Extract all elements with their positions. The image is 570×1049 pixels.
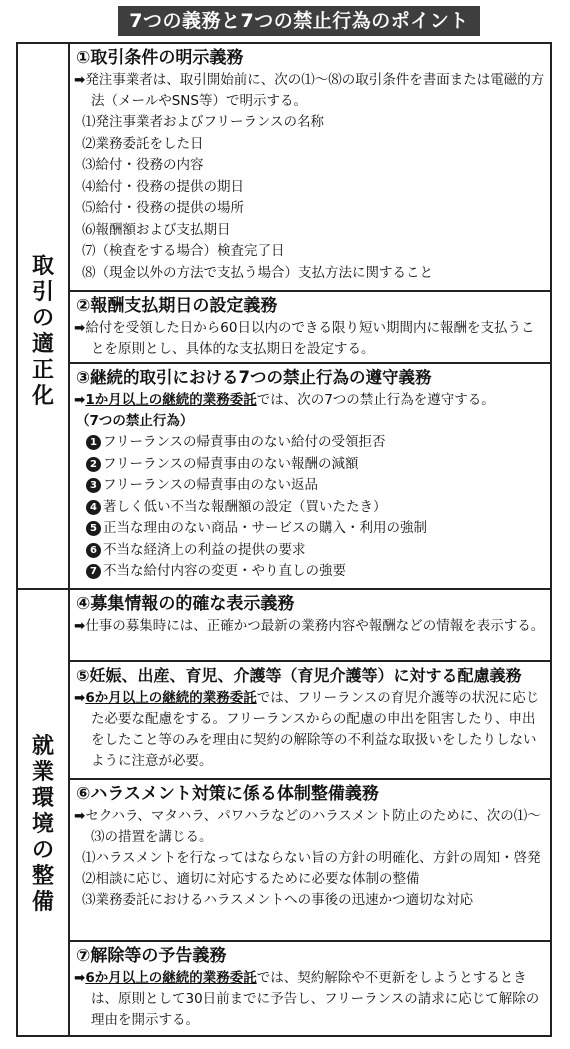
- number-badge: 7: [86, 564, 101, 579]
- duty-1-box: [70, 44, 550, 292]
- prohibited-act-text: 不当な給付内容の変更・やり直しの強要: [103, 563, 346, 579]
- duty-4-heading: ④募集情報の的確な表示義務: [76, 594, 295, 614]
- number-badge: 5: [86, 521, 101, 536]
- prohibited-act-text: フリーランスの帰責事由のない給付の受領拒否: [103, 434, 386, 450]
- prohibited-act-text: 著しく低い不当な報酬額の設定（買いたたき）: [103, 498, 387, 515]
- list-item: ⑹報酬額および支払期日: [82, 221, 231, 238]
- section-label-fairness-char: 引: [31, 280, 54, 305]
- duty-5-box: [70, 662, 550, 780]
- arrow-icon: ➡: [74, 72, 86, 88]
- duty-5-body: ➡6か月以上の継続的業務委託では、フリーランスの育児介護等の状況に応じた必要な配慮をする。フリーランスからの配慮の申出を阻害したり、申出をしたこと等のみを理由に契約の解除等の不利益な取扱いをしたりしないように注意が必要。: [74, 690, 540, 769]
- arrow-icon: ➡: [74, 808, 86, 824]
- arrow-icon: ➡: [74, 690, 86, 706]
- prohibited-act-text: 正当な理由のない商品・サービスの購入・利用の強制: [103, 520, 427, 536]
- list-item: ⑸給付・役務の提供の場所: [82, 200, 244, 216]
- arrow-icon: ➡: [74, 320, 86, 336]
- number-badge: 1: [86, 435, 101, 450]
- duty-7-heading: ⑦解除等の予告義務: [76, 946, 227, 966]
- duty-6-body: ➡セクハラ、マタハラ、パワハラなどのハラスメント防止のために、次の⑴〜⑶の措置を講じる。: [74, 808, 541, 845]
- section-label-environment-char: 就: [31, 734, 54, 759]
- section-label-environment-char: 環: [31, 786, 54, 811]
- duty-6-items: [74, 848, 546, 911]
- points-table: [16, 42, 552, 1037]
- prohibited-act-item: [74, 432, 546, 454]
- section-label-environment: [18, 734, 68, 916]
- page-title: 7つの義務と7つの禁止行為のポイント: [118, 6, 480, 36]
- duty-5-heading: ⑤妊娠、出産、育児、介護等（育児介護等）に対する配慮義務: [76, 666, 522, 685]
- section-label-fairness-char: 化: [31, 384, 54, 409]
- duty-6-box: [70, 780, 550, 942]
- duty-4-body: ➡仕事の募集時には、正確かつ最新の業務内容や報酬などの情報を表示する。: [74, 618, 545, 634]
- duty-3-subheading: （7つの禁止行為）: [76, 413, 194, 429]
- duty-3-emphasis: 1か月以上の継続的業務委託: [85, 392, 257, 408]
- arrow-icon: ➡: [74, 392, 86, 408]
- section-label-fairness-char: 取: [31, 254, 54, 279]
- list-item: ⑷給付・役務の提供の期日: [82, 178, 244, 195]
- number-badge: 3: [86, 478, 101, 493]
- prohibited-act-item: [74, 561, 546, 583]
- duty-2-box: [70, 292, 550, 364]
- duty-3-body: ➡1か月以上の継続的業務委託では、次の7つの禁止行為を遵守する。: [74, 392, 495, 408]
- duty-7-box: [70, 942, 550, 1037]
- duty-1-heading: ①取引条件の明示義務: [76, 48, 244, 68]
- section-label-environment-char: の: [31, 838, 54, 863]
- prohibited-act-item: [74, 454, 546, 476]
- prohibited-act-text: フリーランスの帰責事由のない返品: [103, 477, 319, 493]
- section-label-environment-char: 備: [31, 890, 54, 915]
- arrow-icon: ➡: [74, 970, 86, 986]
- section-label-environment-char: 業: [31, 760, 54, 785]
- duty-7-emphasis: 6か月以上の継続的業務委託: [85, 970, 257, 986]
- duty-5-emphasis: 6か月以上の継続的業務委託: [85, 690, 257, 706]
- list-item: ⑺（検査をする場合）検査完了日: [82, 243, 285, 259]
- prohibited-act-item: [74, 540, 546, 562]
- list-item: ⑻（現金以外の方法で支払う場合）支払方法に関すること: [82, 264, 433, 281]
- duty-6-heading: ⑥ハラスメント対策に係る体制整備義務: [76, 784, 379, 804]
- number-badge: 2: [86, 457, 101, 472]
- duty-4-box: [70, 590, 550, 662]
- number-badge: 4: [86, 500, 101, 515]
- number-badge: 6: [86, 543, 101, 558]
- list-item: ⑴発注事業者およびフリーランスの名称: [82, 114, 325, 130]
- section-label-environment-char: 境: [31, 812, 54, 837]
- arrow-icon: ➡: [74, 618, 86, 634]
- duty-3-box: [70, 364, 550, 588]
- prohibited-act-item: [74, 475, 546, 497]
- list-item: ⑶業務委託におけるハラスメントへの事後の迅速かつ適切な対応: [82, 892, 474, 908]
- duty-1-items: [74, 112, 546, 284]
- section-label-environment-char: 整: [31, 864, 54, 889]
- prohibited-act-item: [74, 497, 546, 519]
- duty-3-items: [74, 432, 546, 583]
- section-label-fairness-char: 正: [31, 358, 54, 383]
- section-label-fairness-char: の: [31, 306, 54, 331]
- duty-2-heading: ②報酬支払期日の設定義務: [76, 296, 278, 316]
- list-item: ⑵業務委託をした日: [82, 135, 204, 152]
- duty-2-body: ➡給付を受領した日から60日以内のできる限り短い期間内に報酬を支払うことを原則とし、具体的な支払期日を設定する。: [74, 320, 535, 357]
- section-label-fairness-char: 適: [31, 332, 54, 357]
- list-item: ⑵相談に応じ、適切に対応するために必要な体制の整備: [82, 871, 420, 887]
- list-item: ⑶給付・役務の内容: [82, 157, 204, 173]
- prohibited-act-text: フリーランスの帰責事由のない報酬の減額: [103, 455, 359, 472]
- list-item: ⑴ハラスメントを行なってはならない旨の方針の明確化、方針の周知・啓発: [82, 850, 541, 866]
- duty-3-heading: ③継続的取引における7つの禁止行為の遵守義務: [76, 368, 432, 387]
- duty-7-body: ➡6か月以上の継続的業務委託では、契約解除や不更新をしようとするときは、原則として30日前までに予告し、フリーランスの請求に応じて解除の理由を開示する。: [74, 970, 540, 1028]
- duty-1-body: ➡発注事業者は、取引開始前に、次の⑴〜⑻の取引条件を書面または電磁的方法（メールやSNS等）で明示する。: [74, 72, 545, 109]
- prohibited-act-item: [74, 518, 546, 540]
- section-label-fairness: [18, 254, 68, 410]
- prohibited-act-text: 不当な経済上の利益の提供の要求: [103, 541, 306, 558]
